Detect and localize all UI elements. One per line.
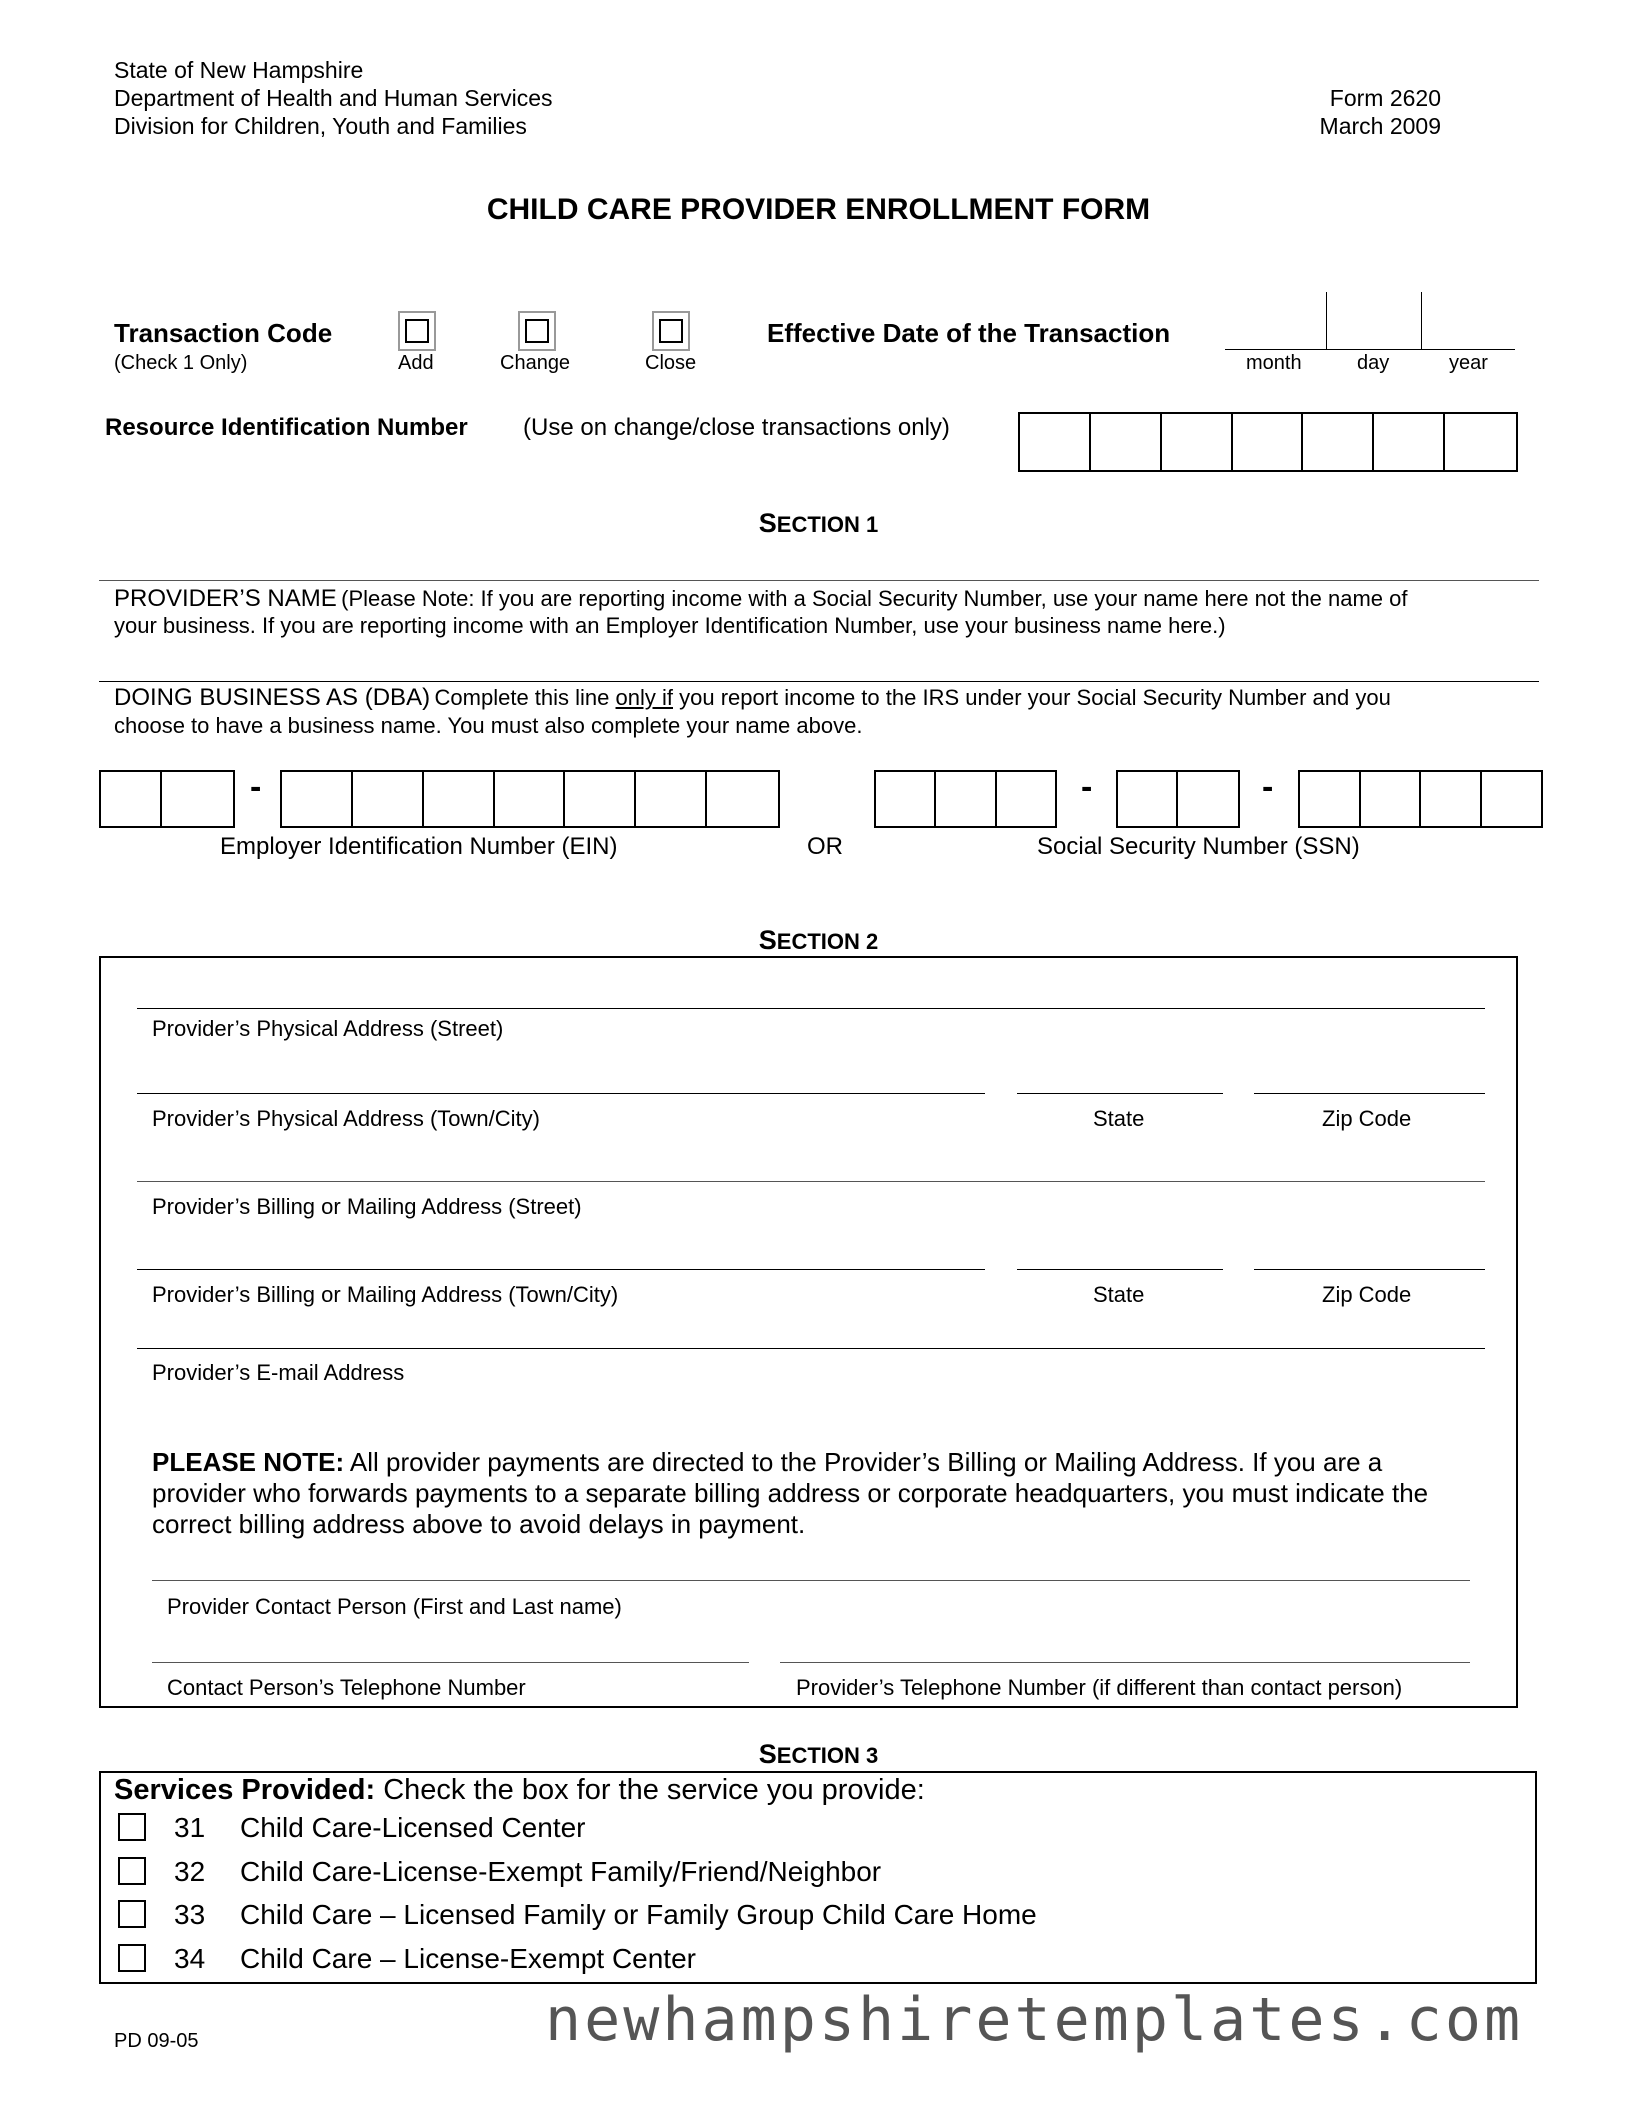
physical-zip-input[interactable] [1254,1060,1485,1093]
ein-digit[interactable] [162,772,233,826]
please-note-line-1: PLEASE NOTE: All provider payments are directed to the Provider’s Billing or Mailing Address. If you are a [152,1447,1383,1477]
effective-date-line [1225,349,1515,350]
provider-phone-input[interactable] [780,1628,1470,1662]
provider-name-caption: PROVIDER’S NAME (Please Note: If you are reporting income with a Social Security Number, use your name here not the name of [114,585,1408,612]
service-code: 33 [174,1899,206,1930]
physical-state-line [1017,1093,1223,1094]
billing-city-line [137,1269,985,1270]
physical-state-label: State [1093,1106,1145,1131]
add-checkbox[interactable] [398,311,436,351]
provider-name-line [99,580,1539,581]
day-input[interactable] [1328,292,1420,349]
service-label: Child Care-Licensed Center [240,1812,586,1843]
ssn-area-input[interactable] [874,770,1057,828]
physical-state-input[interactable] [1017,1060,1223,1093]
transaction-code-hint: (Check 1 Only) [114,352,248,374]
section-2-heading: SECTION 2 [758,925,879,955]
ein-dash: - [250,768,262,806]
change-checkbox-box [525,319,549,343]
service-32-checkbox[interactable] [118,1857,146,1885]
physical-zip-line [1254,1093,1485,1094]
or-label: OR [807,833,843,860]
ssn-dash-1: - [1081,768,1093,806]
contact-phone-label: Contact Person’s Telephone Number [167,1675,526,1700]
billing-state-line [1017,1269,1223,1270]
ssn-dash-2: - [1262,768,1274,806]
ssn-digit[interactable] [1361,772,1422,826]
contact-phone-line [152,1662,749,1663]
contact-person-input[interactable] [152,1545,1470,1580]
month-input[interactable] [1225,292,1325,349]
dba-note-2: choose to have a business name. You must also complete your name above. [114,713,863,738]
ssn-digit[interactable] [936,772,996,826]
close-checkbox-box [659,319,683,343]
billing-state-input[interactable] [1017,1236,1223,1269]
year-input[interactable] [1423,292,1515,349]
agency-line-1: State of New Hampshire [114,57,364,83]
physical-city-line [137,1093,985,1094]
ein-digit[interactable] [101,772,162,826]
please-note-line-2: provider who forwards payments to a separate billing address or corporate headquarters, you must indicate the [152,1478,1429,1508]
email-input[interactable] [137,1315,1485,1348]
ssn-serial-input[interactable] [1298,770,1543,828]
billing-city-label: Provider’s Billing or Mailing Address (Town/City) [152,1282,619,1307]
services-heading: Services Provided: Check the box for the service you provide: [114,1774,925,1806]
billing-zip-line [1254,1269,1485,1270]
billing-street-line [137,1181,1485,1182]
resource-id-label: Resource Identification Number [105,414,468,441]
service-label: Child Care – License-Exempt Center [240,1943,696,1974]
agency-line-3: Division for Children, Youth and Families [114,113,527,139]
day-label: day [1357,352,1390,374]
contact-person-label: Provider Contact Person (First and Last name) [167,1594,622,1619]
add-checkbox-box [405,319,429,343]
month-label: month [1246,352,1302,374]
resource-id-digit[interactable] [1303,414,1374,470]
ein-digit[interactable] [707,772,778,826]
contact-person-line [152,1580,1470,1581]
ein-suffix-input[interactable] [280,770,780,828]
ssn-label: Social Security Number (SSN) [1037,833,1360,860]
resource-id-digit[interactable] [1020,414,1091,470]
change-label: Change [500,352,571,374]
ein-digit[interactable] [424,772,495,826]
form-number: Form 2620 [1329,85,1441,111]
email-label: Provider’s E-mail Address [152,1360,405,1385]
resource-id-digit[interactable] [1233,414,1304,470]
ein-digit[interactable] [565,772,636,826]
ein-digit[interactable] [353,772,424,826]
service-34-checkbox[interactable] [118,1944,146,1972]
add-label: Add [398,352,434,374]
provider-phone-line [780,1662,1470,1663]
transaction-code-label: Transaction Code [114,318,333,348]
ein-prefix-input[interactable] [99,770,235,828]
year-label: year [1449,352,1488,374]
ssn-digit[interactable] [1300,772,1361,826]
please-note-line-3: correct billing address above to avoid delays in payment. [152,1509,806,1539]
section-3-heading: SECTION 3 [758,1739,879,1769]
provider-name-input[interactable] [99,540,1539,580]
physical-city-label: Provider’s Physical Address (Town/City) [152,1106,540,1131]
close-label: Close [645,352,697,374]
ssn-digit[interactable] [1118,772,1178,826]
ssn-digit[interactable] [1421,772,1482,826]
service-label: Child Care-License-Exempt Family/Friend/Neighbor [240,1856,882,1887]
billing-state-label: State [1093,1282,1145,1307]
ein-digit[interactable] [636,772,707,826]
resource-id-digit[interactable] [1374,414,1445,470]
billing-zip-label: Zip Code [1322,1282,1412,1307]
date-divider-2 [1421,292,1422,349]
resource-id-digit[interactable] [1162,414,1233,470]
resource-id-hint: (Use on change/close transactions only) [523,414,950,441]
change-checkbox[interactable] [518,311,556,351]
dba-line [99,681,1539,682]
close-checkbox[interactable] [652,311,690,351]
service-code: 31 [174,1812,206,1843]
billing-zip-input[interactable] [1254,1236,1485,1269]
date-divider-1 [1326,292,1327,349]
ein-digit[interactable] [282,772,353,826]
section-1-heading: SECTION 1 [758,508,879,538]
email-line [137,1348,1485,1349]
billing-street-label: Provider’s Billing or Mailing Address (Street) [152,1194,582,1219]
service-label: Child Care – Licensed Family or Family Group Child Care Home [240,1899,1037,1930]
ein-label: Employer Identification Number (EIN) [220,833,618,860]
provider-name-note-2: your business. If you are reporting income with an Employer Identification Number, use your business name here.) [114,613,1226,638]
physical-street-label: Provider’s Physical Address (Street) [152,1016,504,1041]
billing-street-input[interactable] [137,1148,1485,1181]
service-33-checkbox[interactable] [118,1900,146,1928]
ssn-digit[interactable] [876,772,936,826]
physical-zip-label: Zip Code [1322,1106,1412,1131]
ssn-digit[interactable] [1178,772,1238,826]
effective-date-label: Effective Date of the Transaction [767,318,1171,348]
ssn-digit[interactable] [997,772,1055,826]
ssn-digit[interactable] [1482,772,1542,826]
service-code: 32 [174,1856,206,1887]
contact-phone-input[interactable] [152,1628,749,1662]
ssn-group-input[interactable] [1116,770,1240,828]
billing-city-input[interactable] [137,1236,985,1269]
agency-line-2: Department of Health and Human Services [114,85,553,111]
form-title: CHILD CARE PROVIDER ENROLLMENT FORM [486,193,1151,226]
footer-code: PD 09-05 [114,2030,199,2052]
form-date: March 2009 [1319,113,1441,139]
watermark: newhampshiretemplates.com [545,1985,1524,2055]
service-code: 34 [174,1943,206,1974]
provider-phone-label: Provider’s Telephone Number (if different than contact person) [796,1675,1403,1700]
dba-caption: DOING BUSINESS AS (DBA) Complete this line only if you report income to the IRS under your Social Security Number and you [114,684,1391,711]
dba-input[interactable] [99,642,1539,681]
resource-id-digit[interactable] [1445,414,1516,470]
resource-id-input[interactable] [1018,412,1518,472]
service-31-checkbox[interactable] [118,1813,146,1841]
physical-street-line [137,1008,1485,1009]
ein-digit[interactable] [495,772,566,826]
resource-id-digit[interactable] [1091,414,1162,470]
physical-city-input[interactable] [137,1060,985,1093]
